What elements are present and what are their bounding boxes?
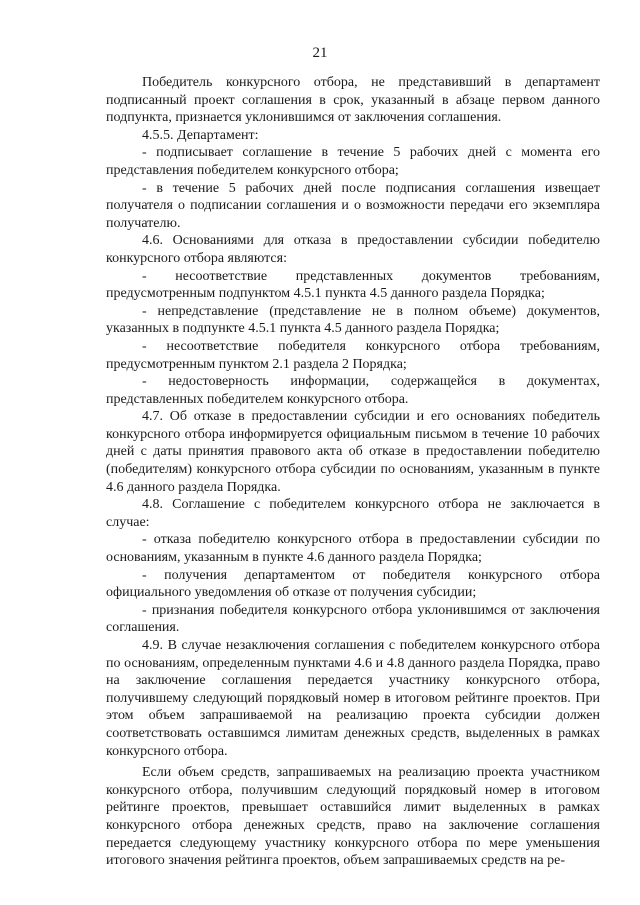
page-number: 21 xyxy=(312,45,328,61)
body-text xyxy=(106,74,600,870)
paragraph-department-notifies: - в течение 5 рабочих дней после подписания соглашения извещает получателя о подписании соглашения и о возможности передачи его экземпляра получателю. xyxy=(106,180,600,231)
paragraph-case-evasion: - признания победителя конкурсного отбора уклонившимся от заключения соглашения. xyxy=(106,602,600,636)
paragraph-department-signs: - подписывает соглашение в течение 5 рабочих дней с момента его представления победителем конкурсного отбора; xyxy=(106,145,600,178)
paragraph-winner-refusal: Победитель конкурсного отбора, не представивший в департамент подписанный проект соглашения в срок, указанный в абзаце первом данного подпункта, признается уклонившимся от заключения соглашения. xyxy=(106,75,600,126)
paragraph-ground-documents-mismatch: - несоответствие представленных документов требованиям, предусмотренным подпунктом 4.5.1 пункта 4.5 данного раздела Порядка; xyxy=(106,268,600,302)
paragraph-ground-false-information: - недостоверность информации, содержащейся в документах, представленных победителем конкурсного отбора. xyxy=(106,374,600,407)
paragraph-exceeding-limit: Если объем средств, запрашиваемых на реализацию проекта участником конкурсного отбора, получившим следующий порядковый номер в итоговом рейтинге проектов, превышает оставшийся лимит выделенных в рамках конкурсного отбора денежных средств, право на заключение соглашения передается следующему участнику конкурсного отбора по мере уменьшения итогового значения рейтинга проектов, объем запрашиваемых средств на ре- xyxy=(106,765,600,869)
paragraph-4-7-refusal-notice: 4.7. Об отказе в предоставлении субсидии и его основаниях победитель конкурсного отбора информируется официальным письмом в течение 10 рабочих дней с даты принятия правового акта об отказе в предоставлении победителю (победителям) конкурсного отбора субсидии по основаниям, указанным в пункте 4.6 данного раздела Порядка. xyxy=(106,409,600,495)
paragraph-4-5-5-heading: 4.5.5. Департамент: xyxy=(142,127,259,143)
paragraph-ground-documents-missing: - непредставление (представление не в полном объеме) документов, указанных в подпункте 4.5.1 пункта 4.5 данного раздела Порядка; xyxy=(106,303,600,337)
paragraph-4-6-grounds: 4.6. Основаниями для отказа в предоставлении субсидии победителю конкурсного отбора являются: xyxy=(106,233,600,266)
paragraph-4-9-transfer-right: 4.9. В случае незаключения соглашения с победителем конкурсного отбора по основаниям, определенным пунктами 4.6 и 4.8 данного раздела Порядка, право на заключение соглашения передается участнику конкурсного отбора, получившему следующий порядковый номер в итоговом рейтинге проектов. При этом объем запрашиваемой на реализацию проекта субсидии должен соответствовать оставшимся лимитам денежных средств, выделенных в рамках конкурсного отбора. xyxy=(106,638,600,759)
paragraph-case-official-refusal: - получения департаментом от победителя конкурсного отбора официального уведомления об отказе от получения субсидии; xyxy=(106,567,600,601)
paragraph-4-8-no-agreement: 4.8. Соглашение с победителем конкурсного отбора не заключается в случае: xyxy=(106,497,600,530)
paragraph-case-refusal: - отказа победителю конкурсного отбора в предоставлении субсидии по основаниям, указанным в пункте 4.6 данного раздела Порядка; xyxy=(106,532,600,566)
paragraph-ground-winner-mismatch: - несоответствие победителя конкурсного отбора требованиям, предусмотренным пунктом 2.1 раздела 2 Порядка; xyxy=(106,338,600,372)
